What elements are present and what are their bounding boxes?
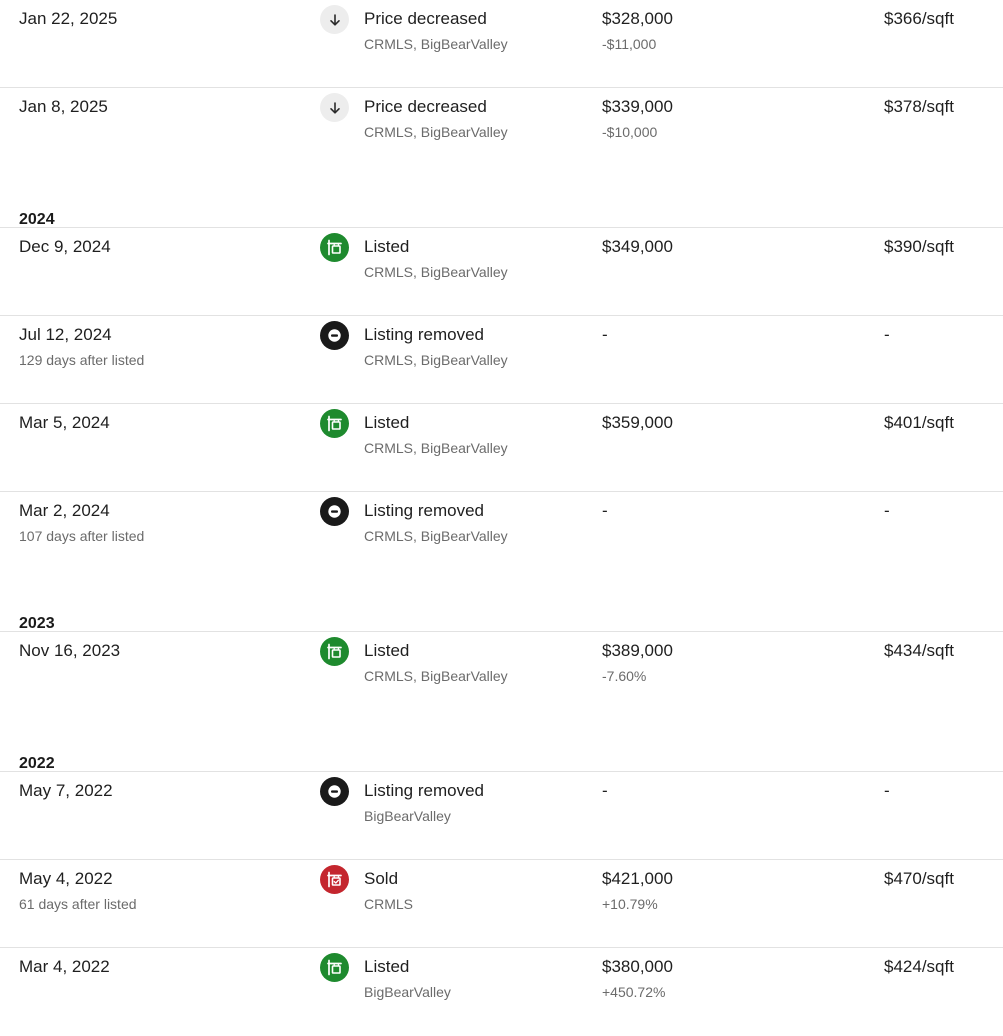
days-after-listed-note: 129 days after listed	[19, 352, 145, 368]
event-type: Listing removed	[364, 501, 485, 520]
year-label: 2023	[19, 615, 55, 632]
event-price: $349,000	[602, 237, 673, 256]
history-event-row	[0, 228, 1003, 316]
history-event-row	[0, 632, 1003, 720]
event-price: -	[602, 501, 608, 520]
listing-source: BigBearValley	[364, 808, 451, 824]
event-type: Listed	[364, 413, 410, 432]
event-date: Nov 16, 2023	[19, 641, 121, 660]
price-change: -7.60%	[602, 668, 647, 684]
event-date: Mar 5, 2024	[19, 413, 110, 432]
listing-source: BigBearValley	[364, 984, 451, 1000]
minus-circle-icon	[320, 321, 349, 350]
event-date: May 4, 2022	[19, 869, 113, 888]
minus-circle-icon	[320, 777, 349, 806]
event-type: Price decreased	[364, 97, 487, 116]
price-per-sqft: $401/sqft	[884, 413, 954, 432]
event-type: Listed	[364, 237, 410, 256]
price-per-sqft: $390/sqft	[884, 237, 954, 256]
event-type: Listed	[364, 641, 410, 660]
event-date: May 7, 2022	[19, 781, 113, 800]
price-per-sqft: -	[884, 325, 890, 344]
price-per-sqft: $424/sqft	[884, 957, 954, 976]
year-header	[0, 720, 1003, 772]
listed-sign-icon	[320, 409, 349, 438]
listing-source: CRMLS, BigBearValley	[364, 668, 508, 684]
listed-sign-icon	[320, 233, 349, 262]
event-date: Jan 8, 2025	[19, 97, 108, 116]
listing-source: CRMLS, BigBearValley	[364, 528, 508, 544]
history-event-row	[0, 772, 1003, 860]
event-price: $380,000	[602, 957, 673, 976]
listing-source: CRMLS, BigBearValley	[364, 124, 508, 140]
price-per-sqft: -	[884, 501, 890, 520]
event-price: -	[602, 781, 608, 800]
event-type: Listed	[364, 957, 410, 976]
listing-source: CRMLS, BigBearValley	[364, 440, 508, 456]
days-after-listed-note: 107 days after listed	[19, 528, 145, 544]
price-change: -$11,000	[602, 36, 657, 52]
listed-sign-icon	[320, 637, 349, 666]
history-event-row	[0, 404, 1003, 492]
event-type: Sold	[364, 869, 399, 888]
history-event-row	[0, 492, 1003, 580]
event-price: $389,000	[602, 641, 673, 660]
price-change: +450.72%	[602, 984, 666, 1000]
listed-sign-icon	[320, 953, 349, 982]
listing-source: CRMLS, BigBearValley	[364, 264, 508, 280]
price-change: -$10,000	[602, 124, 658, 140]
event-date: Mar 4, 2022	[19, 957, 110, 976]
history-event-row	[0, 316, 1003, 404]
history-event-row	[0, 0, 1003, 88]
price-per-sqft: $366/sqft	[884, 9, 954, 28]
event-date: Jul 12, 2024	[19, 325, 112, 344]
arrow-down-icon	[320, 93, 349, 122]
price-per-sqft: -	[884, 781, 890, 800]
event-type: Listing removed	[364, 325, 485, 344]
event-date: Jan 22, 2025	[19, 9, 118, 28]
sold-sign-icon	[320, 865, 349, 894]
minus-circle-icon	[320, 497, 349, 526]
arrow-down-icon	[320, 5, 349, 34]
event-price: $339,000	[602, 97, 673, 116]
event-type: Listing removed	[364, 781, 485, 800]
year-label: 2024	[19, 211, 55, 228]
year-header	[0, 580, 1003, 632]
event-price: $328,000	[602, 9, 673, 28]
price-per-sqft: $378/sqft	[884, 97, 954, 116]
history-event-row	[0, 860, 1003, 948]
days-after-listed-note: 61 days after listed	[19, 896, 137, 912]
event-type: Price decreased	[364, 9, 487, 28]
year-header	[0, 176, 1003, 228]
listing-source: CRMLS, BigBearValley	[364, 352, 508, 368]
price-change: +10.79%	[602, 896, 658, 912]
event-price: -	[602, 325, 608, 344]
price-per-sqft: $434/sqft	[884, 641, 954, 660]
history-event-row	[0, 88, 1003, 176]
event-price: $421,000	[602, 869, 673, 888]
event-price: $359,000	[602, 413, 673, 432]
price-per-sqft: $470/sqft	[884, 869, 954, 888]
listing-source: CRMLS, BigBearValley	[364, 36, 508, 52]
year-label: 2022	[19, 755, 55, 772]
listing-source: CRMLS	[364, 896, 414, 912]
event-date: Dec 9, 2024	[19, 237, 111, 256]
event-date: Mar 2, 2024	[19, 501, 110, 520]
